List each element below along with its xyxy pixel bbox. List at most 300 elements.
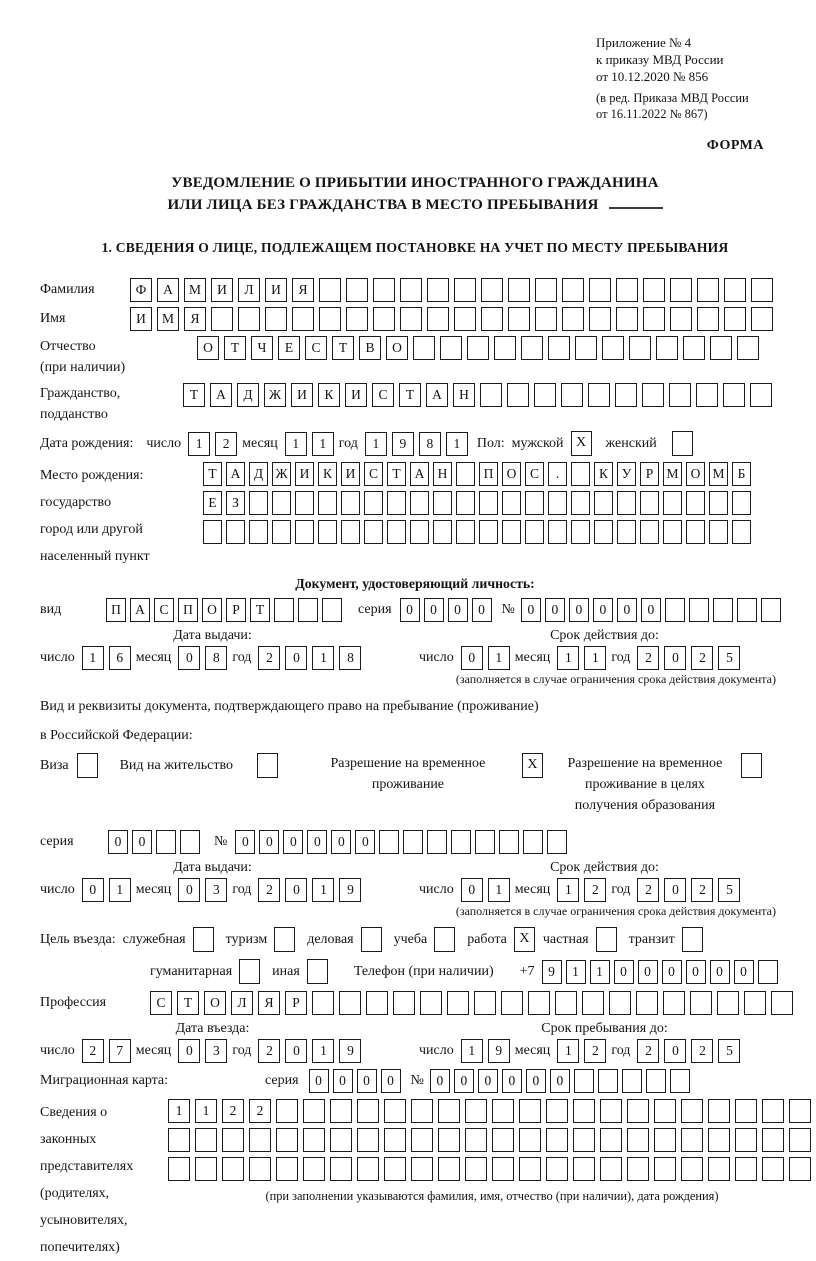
char-cell[interactable]: [451, 830, 471, 854]
char-cell[interactable]: 0: [309, 1069, 329, 1093]
char-cell[interactable]: [627, 1128, 649, 1152]
char-cell[interactable]: .: [548, 462, 567, 486]
char-cell[interactable]: [465, 1157, 487, 1181]
char-cell[interactable]: У: [617, 462, 636, 486]
char-cell[interactable]: [226, 520, 245, 544]
char-cell[interactable]: 2: [691, 1039, 713, 1063]
char-cell[interactable]: [523, 830, 543, 854]
char-cell[interactable]: [708, 1128, 730, 1152]
char-cell[interactable]: Т: [177, 991, 199, 1015]
edu-permit-checkbox[interactable]: [741, 753, 762, 778]
char-cell[interactable]: 1: [312, 432, 334, 456]
char-cell[interactable]: [341, 491, 360, 515]
char-cell[interactable]: [180, 830, 200, 854]
char-cell[interactable]: [384, 1128, 406, 1152]
char-cell[interactable]: 0: [381, 1069, 401, 1093]
char-cell[interactable]: [346, 278, 368, 302]
char-cell[interactable]: О: [204, 991, 226, 1015]
char-cell[interactable]: [393, 991, 415, 1015]
char-cell[interactable]: Д: [237, 383, 259, 407]
char-cell[interactable]: [249, 1157, 271, 1181]
char-cell[interactable]: [696, 383, 718, 407]
char-cell[interactable]: [195, 1157, 217, 1181]
char-cell[interactable]: [433, 520, 452, 544]
char-cell[interactable]: 0: [285, 1039, 307, 1063]
char-cell[interactable]: 1: [557, 878, 579, 902]
char-cell[interactable]: 3: [205, 878, 227, 902]
char-cell[interactable]: [643, 307, 665, 331]
char-cell[interactable]: [744, 991, 766, 1015]
char-cell[interactable]: [295, 491, 314, 515]
char-cell[interactable]: М: [663, 462, 682, 486]
char-cell[interactable]: [589, 278, 611, 302]
purpose-business-checkbox[interactable]: [361, 927, 382, 952]
char-cell[interactable]: [663, 520, 682, 544]
char-cell[interactable]: 5: [718, 646, 740, 670]
char-cell[interactable]: 2: [584, 1039, 606, 1063]
char-cell[interactable]: Р: [226, 598, 246, 622]
char-cell[interactable]: [737, 598, 757, 622]
char-cell[interactable]: [709, 491, 728, 515]
char-cell[interactable]: 8: [419, 432, 441, 456]
char-cell[interactable]: [535, 307, 557, 331]
char-cell[interactable]: С: [525, 462, 544, 486]
char-cell[interactable]: [492, 1128, 514, 1152]
char-cell[interactable]: [357, 1157, 379, 1181]
char-cell[interactable]: Ж: [272, 462, 291, 486]
char-cell[interactable]: [669, 383, 691, 407]
char-cell[interactable]: Н: [433, 462, 452, 486]
char-cell[interactable]: И: [265, 278, 287, 302]
char-cell[interactable]: [492, 1099, 514, 1123]
char-cell[interactable]: [346, 307, 368, 331]
char-cell[interactable]: С: [305, 336, 327, 360]
char-cell[interactable]: 0: [108, 830, 128, 854]
char-cell[interactable]: [298, 598, 318, 622]
char-cell[interactable]: 1: [557, 646, 579, 670]
char-cell[interactable]: 0: [461, 646, 483, 670]
char-cell[interactable]: 0: [283, 830, 303, 854]
char-cell[interactable]: [410, 491, 429, 515]
char-cell[interactable]: [573, 1128, 595, 1152]
char-cell[interactable]: [168, 1128, 190, 1152]
char-cell[interactable]: 0: [550, 1069, 570, 1093]
char-cell[interactable]: [384, 1099, 406, 1123]
char-cell[interactable]: [480, 383, 502, 407]
char-cell[interactable]: [525, 491, 544, 515]
char-cell[interactable]: [602, 336, 624, 360]
char-cell[interactable]: Л: [231, 991, 253, 1015]
char-cell[interactable]: [156, 830, 176, 854]
char-cell[interactable]: [265, 307, 287, 331]
char-cell[interactable]: [575, 336, 597, 360]
char-cell[interactable]: [456, 491, 475, 515]
char-cell[interactable]: О: [502, 462, 521, 486]
char-cell[interactable]: [555, 991, 577, 1015]
char-cell[interactable]: [636, 991, 658, 1015]
char-cell[interactable]: [735, 1157, 757, 1181]
char-cell[interactable]: Л: [238, 278, 260, 302]
char-cell[interactable]: [762, 1128, 784, 1152]
char-cell[interactable]: [479, 491, 498, 515]
char-cell[interactable]: [410, 520, 429, 544]
char-cell[interactable]: [420, 991, 442, 1015]
purpose-study-checkbox[interactable]: [434, 927, 455, 952]
char-cell[interactable]: [519, 1128, 541, 1152]
char-cell[interactable]: С: [150, 991, 172, 1015]
char-cell[interactable]: [751, 307, 773, 331]
char-cell[interactable]: 0: [641, 598, 661, 622]
char-cell[interactable]: [562, 307, 584, 331]
char-cell[interactable]: 9: [339, 878, 361, 902]
char-cell[interactable]: 9: [542, 960, 562, 984]
char-cell[interactable]: [249, 491, 268, 515]
char-cell[interactable]: 2: [691, 646, 713, 670]
char-cell[interactable]: Е: [278, 336, 300, 360]
char-cell[interactable]: [467, 336, 489, 360]
char-cell[interactable]: [643, 278, 665, 302]
char-cell[interactable]: Р: [640, 462, 659, 486]
char-cell[interactable]: Д: [249, 462, 268, 486]
char-cell[interactable]: К: [318, 462, 337, 486]
char-cell[interactable]: 0: [569, 598, 589, 622]
char-cell[interactable]: 0: [331, 830, 351, 854]
char-cell[interactable]: [573, 1157, 595, 1181]
char-cell[interactable]: [387, 520, 406, 544]
char-cell[interactable]: [710, 336, 732, 360]
char-cell[interactable]: [686, 491, 705, 515]
char-cell[interactable]: 2: [637, 646, 659, 670]
char-cell[interactable]: [357, 1099, 379, 1123]
char-cell[interactable]: [642, 383, 664, 407]
char-cell[interactable]: 0: [472, 598, 492, 622]
char-cell[interactable]: Ж: [264, 383, 286, 407]
char-cell[interactable]: 2: [258, 878, 280, 902]
char-cell[interactable]: 0: [734, 960, 754, 984]
char-cell[interactable]: [211, 307, 233, 331]
char-cell[interactable]: Т: [387, 462, 406, 486]
char-cell[interactable]: [519, 1099, 541, 1123]
char-cell[interactable]: О: [202, 598, 222, 622]
purpose-private-checkbox[interactable]: [596, 927, 617, 952]
char-cell[interactable]: 0: [307, 830, 327, 854]
char-cell[interactable]: Н: [453, 383, 475, 407]
char-cell[interactable]: 1: [488, 646, 510, 670]
char-cell[interactable]: [502, 520, 521, 544]
char-cell[interactable]: [562, 278, 584, 302]
char-cell[interactable]: 2: [82, 1039, 104, 1063]
char-cell[interactable]: [598, 1069, 618, 1093]
char-cell[interactable]: 0: [638, 960, 658, 984]
char-cell[interactable]: 1: [584, 646, 606, 670]
char-cell[interactable]: [379, 830, 399, 854]
char-cell[interactable]: [330, 1099, 352, 1123]
char-cell[interactable]: [508, 278, 530, 302]
char-cell[interactable]: [339, 991, 361, 1015]
char-cell[interactable]: К: [318, 383, 340, 407]
char-cell[interactable]: [454, 307, 476, 331]
char-cell[interactable]: [737, 336, 759, 360]
purpose-tourism-checkbox[interactable]: [274, 927, 295, 952]
char-cell[interactable]: 9: [488, 1039, 510, 1063]
char-cell[interactable]: А: [210, 383, 232, 407]
char-cell[interactable]: [665, 598, 685, 622]
temp-permit-checkbox[interactable]: X: [522, 753, 543, 778]
char-cell[interactable]: [697, 307, 719, 331]
char-cell[interactable]: [387, 491, 406, 515]
char-cell[interactable]: 0: [478, 1069, 498, 1093]
char-cell[interactable]: [548, 491, 567, 515]
char-cell[interactable]: 0: [424, 598, 444, 622]
char-cell[interactable]: 0: [285, 646, 307, 670]
char-cell[interactable]: [303, 1099, 325, 1123]
char-cell[interactable]: О: [386, 336, 408, 360]
char-cell[interactable]: Т: [224, 336, 246, 360]
char-cell[interactable]: [616, 307, 638, 331]
char-cell[interactable]: [548, 520, 567, 544]
residence-permit-checkbox[interactable]: [257, 753, 278, 778]
char-cell[interactable]: А: [410, 462, 429, 486]
char-cell[interactable]: 9: [339, 1039, 361, 1063]
char-cell[interactable]: 2: [258, 1039, 280, 1063]
char-cell[interactable]: [689, 598, 709, 622]
char-cell[interactable]: [629, 336, 651, 360]
char-cell[interactable]: 1: [168, 1099, 190, 1123]
char-cell[interactable]: [318, 491, 337, 515]
char-cell[interactable]: [341, 520, 360, 544]
char-cell[interactable]: 0: [664, 1039, 686, 1063]
char-cell[interactable]: И: [341, 462, 360, 486]
char-cell[interactable]: [615, 383, 637, 407]
char-cell[interactable]: [656, 336, 678, 360]
char-cell[interactable]: [303, 1128, 325, 1152]
char-cell[interactable]: [723, 383, 745, 407]
char-cell[interactable]: [195, 1128, 217, 1152]
char-cell[interactable]: [373, 278, 395, 302]
char-cell[interactable]: 0: [235, 830, 255, 854]
char-cell[interactable]: [670, 307, 692, 331]
char-cell[interactable]: Р: [285, 991, 307, 1015]
char-cell[interactable]: П: [178, 598, 198, 622]
char-cell[interactable]: Я: [258, 991, 280, 1015]
char-cell[interactable]: [654, 1099, 676, 1123]
char-cell[interactable]: [600, 1128, 622, 1152]
char-cell[interactable]: 5: [718, 878, 740, 902]
char-cell[interactable]: [427, 278, 449, 302]
char-cell[interactable]: И: [130, 307, 152, 331]
char-cell[interactable]: И: [211, 278, 233, 302]
char-cell[interactable]: 7: [109, 1039, 131, 1063]
char-cell[interactable]: Ч: [251, 336, 273, 360]
char-cell[interactable]: [717, 991, 739, 1015]
char-cell[interactable]: [708, 1157, 730, 1181]
char-cell[interactable]: [646, 1069, 666, 1093]
char-cell[interactable]: [654, 1128, 676, 1152]
char-cell[interactable]: С: [154, 598, 174, 622]
char-cell[interactable]: 6: [109, 646, 131, 670]
char-cell[interactable]: [276, 1099, 298, 1123]
char-cell[interactable]: [547, 830, 567, 854]
char-cell[interactable]: [481, 307, 503, 331]
char-cell[interactable]: [411, 1128, 433, 1152]
char-cell[interactable]: [546, 1128, 568, 1152]
char-cell[interactable]: [373, 307, 395, 331]
char-cell[interactable]: 9: [392, 432, 414, 456]
char-cell[interactable]: 0: [662, 960, 682, 984]
char-cell[interactable]: С: [364, 462, 383, 486]
char-cell[interactable]: [751, 278, 773, 302]
char-cell[interactable]: [622, 1069, 642, 1093]
char-cell[interactable]: А: [130, 598, 150, 622]
char-cell[interactable]: [627, 1099, 649, 1123]
char-cell[interactable]: Т: [399, 383, 421, 407]
char-cell[interactable]: Ф: [130, 278, 152, 302]
char-cell[interactable]: [617, 491, 636, 515]
char-cell[interactable]: [761, 598, 781, 622]
char-cell[interactable]: [330, 1157, 352, 1181]
char-cell[interactable]: [465, 1128, 487, 1152]
char-cell[interactable]: О: [686, 462, 705, 486]
char-cell[interactable]: [663, 991, 685, 1015]
char-cell[interactable]: [686, 520, 705, 544]
char-cell[interactable]: 1: [312, 646, 334, 670]
char-cell[interactable]: 1: [566, 960, 586, 984]
char-cell[interactable]: 8: [205, 646, 227, 670]
char-cell[interactable]: [571, 491, 590, 515]
char-cell[interactable]: [713, 598, 733, 622]
char-cell[interactable]: [292, 307, 314, 331]
char-cell[interactable]: [249, 520, 268, 544]
char-cell[interactable]: 0: [400, 598, 420, 622]
char-cell[interactable]: [364, 491, 383, 515]
char-cell[interactable]: [438, 1157, 460, 1181]
char-cell[interactable]: [758, 960, 778, 984]
char-cell[interactable]: Т: [203, 462, 222, 486]
char-cell[interactable]: [276, 1157, 298, 1181]
char-cell[interactable]: [640, 520, 659, 544]
char-cell[interactable]: 0: [448, 598, 468, 622]
char-cell[interactable]: [789, 1099, 811, 1123]
char-cell[interactable]: [732, 491, 751, 515]
char-cell[interactable]: [528, 991, 550, 1015]
char-cell[interactable]: [548, 336, 570, 360]
char-cell[interactable]: 1: [446, 432, 468, 456]
purpose-official-checkbox[interactable]: [193, 927, 214, 952]
char-cell[interactable]: 0: [178, 646, 200, 670]
char-cell[interactable]: [654, 1157, 676, 1181]
char-cell[interactable]: [364, 520, 383, 544]
char-cell[interactable]: [502, 491, 521, 515]
char-cell[interactable]: [617, 520, 636, 544]
char-cell[interactable]: 0: [614, 960, 634, 984]
char-cell[interactable]: 0: [664, 878, 686, 902]
char-cell[interactable]: 0: [333, 1069, 353, 1093]
char-cell[interactable]: [427, 307, 449, 331]
char-cell[interactable]: В: [359, 336, 381, 360]
char-cell[interactable]: [708, 1099, 730, 1123]
char-cell[interactable]: 0: [710, 960, 730, 984]
char-cell[interactable]: 1: [461, 1039, 483, 1063]
char-cell[interactable]: С: [372, 383, 394, 407]
char-cell[interactable]: 1: [109, 878, 131, 902]
char-cell[interactable]: 0: [357, 1069, 377, 1093]
char-cell[interactable]: [771, 991, 793, 1015]
char-cell[interactable]: 1: [188, 432, 210, 456]
char-cell[interactable]: [681, 1157, 703, 1181]
char-cell[interactable]: [447, 991, 469, 1015]
char-cell[interactable]: Я: [292, 278, 314, 302]
char-cell[interactable]: Т: [332, 336, 354, 360]
char-cell[interactable]: [789, 1128, 811, 1152]
char-cell[interactable]: [411, 1099, 433, 1123]
char-cell[interactable]: [724, 278, 746, 302]
char-cell[interactable]: 0: [430, 1069, 450, 1093]
char-cell[interactable]: [249, 1128, 271, 1152]
char-cell[interactable]: [681, 1128, 703, 1152]
char-cell[interactable]: [561, 383, 583, 407]
char-cell[interactable]: [571, 462, 590, 486]
char-cell[interactable]: [683, 336, 705, 360]
char-cell[interactable]: [735, 1099, 757, 1123]
char-cell[interactable]: [534, 383, 556, 407]
char-cell[interactable]: [735, 1128, 757, 1152]
char-cell[interactable]: 2: [249, 1099, 271, 1123]
char-cell[interactable]: [366, 991, 388, 1015]
char-cell[interactable]: 2: [584, 878, 606, 902]
char-cell[interactable]: [330, 1128, 352, 1152]
char-cell[interactable]: [474, 991, 496, 1015]
char-cell[interactable]: [456, 462, 475, 486]
char-cell[interactable]: 1: [557, 1039, 579, 1063]
char-cell[interactable]: [640, 491, 659, 515]
char-cell[interactable]: [411, 1157, 433, 1181]
char-cell[interactable]: 3: [205, 1039, 227, 1063]
char-cell[interactable]: [322, 598, 342, 622]
char-cell[interactable]: [521, 336, 543, 360]
char-cell[interactable]: [609, 991, 631, 1015]
char-cell[interactable]: [690, 991, 712, 1015]
visa-checkbox[interactable]: [77, 753, 98, 778]
char-cell[interactable]: 5: [718, 1039, 740, 1063]
char-cell[interactable]: 0: [664, 646, 686, 670]
char-cell[interactable]: [319, 307, 341, 331]
char-cell[interactable]: [168, 1157, 190, 1181]
char-cell[interactable]: [400, 278, 422, 302]
char-cell[interactable]: А: [226, 462, 245, 486]
char-cell[interactable]: Т: [183, 383, 205, 407]
char-cell[interactable]: О: [197, 336, 219, 360]
char-cell[interactable]: [454, 278, 476, 302]
char-cell[interactable]: [433, 491, 452, 515]
char-cell[interactable]: 0: [686, 960, 706, 984]
char-cell[interactable]: [594, 520, 613, 544]
char-cell[interactable]: [475, 830, 495, 854]
char-cell[interactable]: 0: [259, 830, 279, 854]
char-cell[interactable]: [465, 1099, 487, 1123]
char-cell[interactable]: 0: [132, 830, 152, 854]
char-cell[interactable]: [403, 830, 423, 854]
char-cell[interactable]: 1: [312, 878, 334, 902]
char-cell[interactable]: А: [157, 278, 179, 302]
char-cell[interactable]: [519, 1157, 541, 1181]
char-cell[interactable]: [663, 491, 682, 515]
char-cell[interactable]: [574, 1069, 594, 1093]
char-cell[interactable]: [571, 520, 590, 544]
char-cell[interactable]: 0: [178, 1039, 200, 1063]
char-cell[interactable]: 0: [545, 598, 565, 622]
char-cell[interactable]: 0: [355, 830, 375, 854]
char-cell[interactable]: [400, 307, 422, 331]
